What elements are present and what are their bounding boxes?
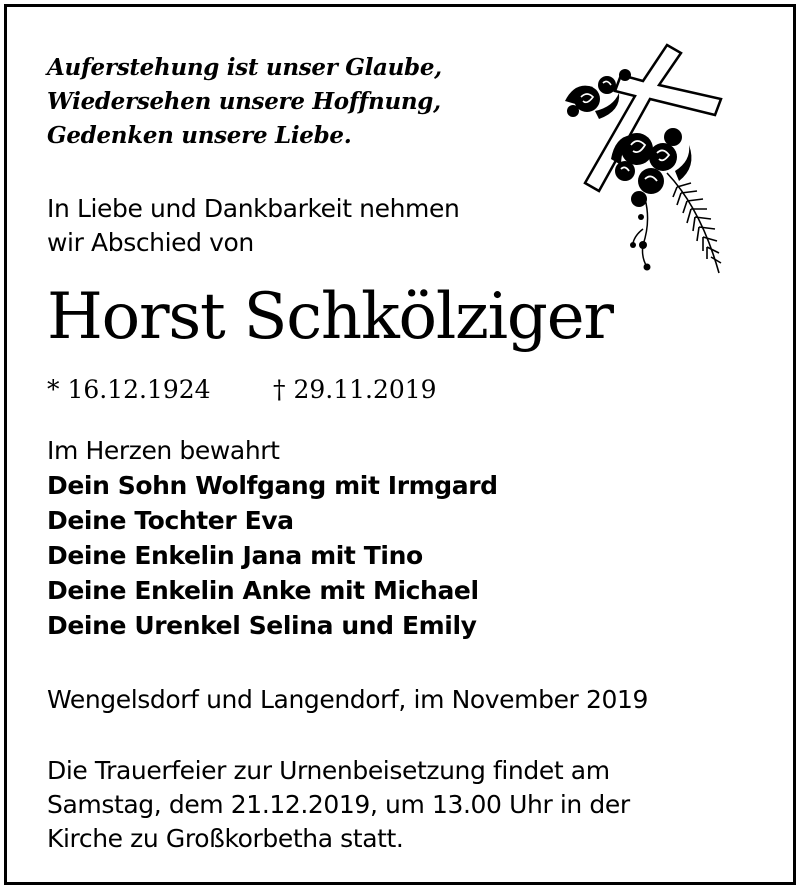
place-and-date: Wengelsdorf und Langendorf, im November 2019	[47, 685, 648, 714]
intro-line: wir Abschied von	[47, 228, 254, 257]
cross-with-roses-icon	[555, 41, 725, 277]
birth-date: * 16.12.1924	[47, 375, 211, 404]
ceremony-line: Kirche zu Großkorbetha statt.	[47, 824, 404, 853]
ceremony-line: Samstag, dem 21.12.2019, um 13.00 Uhr in der	[47, 790, 630, 819]
mourner-entry: Dein Sohn Wolfgang mit Irmgard	[47, 471, 498, 500]
ceremony-info	[47, 754, 630, 856]
motto-line: Wiedersehen unsere Hoffnung,	[47, 88, 441, 115]
farewell-intro	[47, 192, 459, 260]
intro-line: In Liebe und Dankbarkeit nehmen	[47, 194, 460, 223]
motto-line: Gedenken unsere Liebe.	[47, 122, 352, 149]
mourners-intro: Im Herzen bewahrt	[47, 436, 280, 465]
ceremony-line: Die Trauerfeier zur Urnenbeisetzung findet am	[47, 756, 610, 785]
mourner-entry: Deine Enkelin Anke mit Michael	[47, 576, 479, 605]
obituary-notice	[4, 4, 796, 885]
mourner-entry: Deine Urenkel Selina und Emily	[47, 611, 477, 640]
mourner-entry: Deine Enkelin Jana mit Tino	[47, 541, 423, 570]
mourner-entry: Deine Tochter Eva	[47, 506, 294, 535]
motto-verse	[47, 51, 442, 153]
deceased-name: Horst Schkölziger	[47, 280, 613, 354]
death-date: † 29.11.2019	[273, 375, 437, 404]
mourners-list	[47, 433, 498, 643]
life-dates	[47, 373, 437, 407]
motto-line: Auferstehung ist unser Glaube,	[47, 54, 442, 81]
